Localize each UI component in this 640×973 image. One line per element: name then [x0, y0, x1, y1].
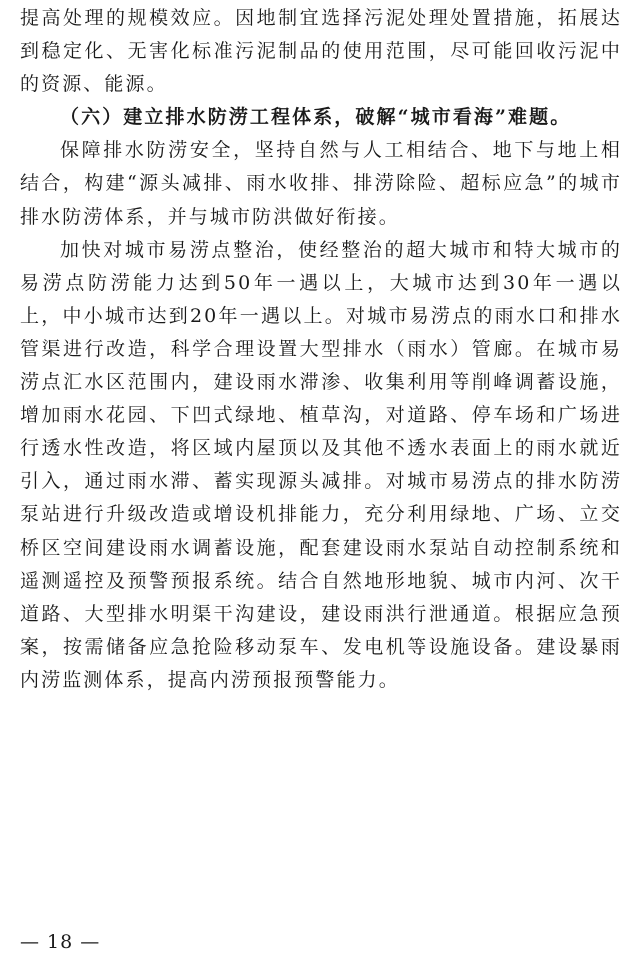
paragraph-waterlogging-remediation: 加快对城市易涝点整治，使经整治的超大城市和特大城市的易涝点防涝能力达到50年一遇以上，大城市达到30年一遇以上，中小城市达到20年一遇以上。对城市易涝点的雨水口和排水管渠进行改造，科学合理设置大型排水（雨水）管廊。在城市易涝点汇水区范围内，建设雨水滞渗、收集利用等削峰调蓄设施，增加雨水花园、下凹式绿地、植草沟，对道路、停车场和广场进行透水性改造，将区域内屋顶以及其他不透水表面上的雨水就近引入，通过雨水滞、蓄实现源头减排。对城市易涝点的排水防涝泵站进行升级改造或增设机排能力，充分利用绿地、广场、立交桥区空间建设雨水调蓄设施，配套建设雨水泵站自动控制系统和遥测遥控及预警预报系统。结合自然地形地貌、城市内河、次干道路、大型排水明渠干沟建设，建设雨洪行泄通道。根据应急预案，按需储备应急抢险移动泵车、发电机等设施设备。建设暴雨内涝监测体系，提高内涝预报预警能力。	[20, 238, 622, 691]
paragraph-drainage-safety: 保障排水防涝安全，坚持自然与人工相结合、地下与地上相结合，构建“源头减排、雨水收排、排涝除险、超标应急”的城市排水防涝体系，并与城市防洪做好衔接。	[20, 139, 622, 228]
document-body	[20, 2, 622, 697]
page-number: — 18 —	[20, 931, 101, 953]
paragraph-continuation: 提高处理的规模效应。因地制宜选择污泥处理处置措施，拓展达到稳定化、无害化标准污泥制品的使用范围，尽可能回收污泥中的资源、能源。	[20, 7, 622, 96]
section-heading: （六）建立排水防涝工程体系，破解“城市看海”难题。	[60, 106, 572, 129]
